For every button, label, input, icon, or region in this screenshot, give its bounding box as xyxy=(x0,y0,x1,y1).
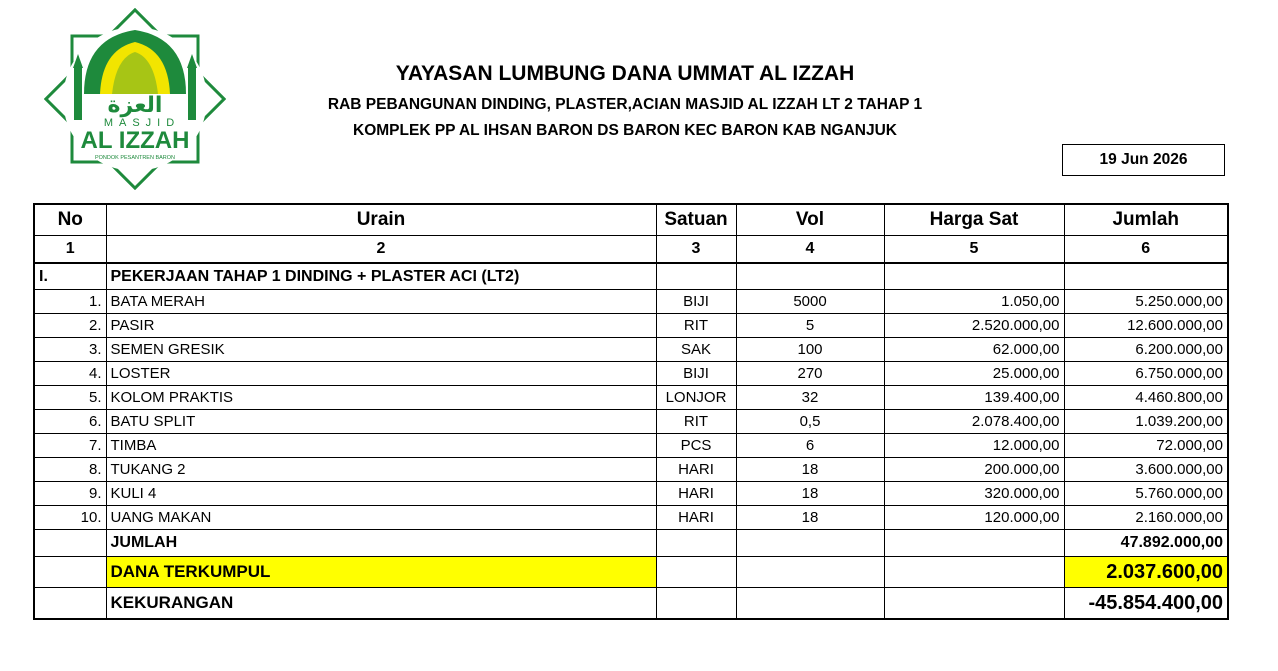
jumlah-row xyxy=(34,530,1228,557)
row-item: BATU SPLIT xyxy=(106,410,656,434)
row-vol: 100 xyxy=(736,338,884,362)
row-item: UANG MAKAN xyxy=(106,506,656,530)
row-vol: 18 xyxy=(736,482,884,506)
row-vol: 18 xyxy=(736,458,884,482)
row-total: 5.760.000,00 xyxy=(1064,482,1228,506)
row-item: LOSTER xyxy=(106,362,656,386)
row-item: TUKANG 2 xyxy=(106,458,656,482)
date-box: 19 Jun 2026 xyxy=(1062,144,1225,176)
row-vol: 6 xyxy=(736,434,884,458)
row-unit: BIJI xyxy=(656,290,736,314)
col-header-no: No xyxy=(34,204,106,236)
table-row xyxy=(34,506,1228,530)
row-total: 5.250.000,00 xyxy=(1064,290,1228,314)
row-unit: HARI xyxy=(656,458,736,482)
organization-title: YAYASAN LUMBUNG DANA UMMAT AL IZZAH xyxy=(395,62,855,85)
row-total: 1.039.200,00 xyxy=(1064,410,1228,434)
row-vol: 270 xyxy=(736,362,884,386)
kekurangan-label: KEKURANGAN xyxy=(106,588,656,620)
row-price: 120.000,00 xyxy=(884,506,1064,530)
col-number: 1 xyxy=(34,236,106,264)
row-total: 2.160.000,00 xyxy=(1064,506,1228,530)
col-header-jumlah: Jumlah xyxy=(1064,204,1228,236)
section-title: PEKERJAAN TAHAP 1 DINDING + PLASTER ACI (LT2) xyxy=(106,263,656,290)
table-row xyxy=(34,314,1228,338)
row-item: SEMEN GRESIK xyxy=(106,338,656,362)
row-total: 12.600.000,00 xyxy=(1064,314,1228,338)
table-row xyxy=(34,482,1228,506)
logo-name-word: AL IZZAH xyxy=(80,127,190,154)
col-header-satuan: Satuan xyxy=(656,204,736,236)
col-number: 4 xyxy=(736,236,884,264)
logo-masjid-word: MASJID xyxy=(103,117,181,129)
row-no: 4. xyxy=(34,362,106,386)
row-no: 3. xyxy=(34,338,106,362)
col-header-urain: Urain xyxy=(106,204,656,236)
row-price: 320.000,00 xyxy=(884,482,1064,506)
row-no: 5. xyxy=(34,386,106,410)
document-subtitle: RAB PEBANGUNAN DINDING, PLASTER,ACIAN MASJID AL IZZAH LT 2 TAHAP 1 xyxy=(327,96,923,113)
row-item: KOLOM PRAKTIS xyxy=(106,386,656,410)
dana-terkumpul-label: DANA TERKUMPUL xyxy=(106,557,656,588)
row-unit: BIJI xyxy=(656,362,736,386)
jumlah-label: JUMLAH xyxy=(106,530,656,557)
logo-subtitle: PONDOK PESANTREN BARON xyxy=(94,155,176,161)
kekurangan-row xyxy=(34,588,1228,620)
row-unit: LONJOR xyxy=(656,386,736,410)
row-price: 2.078.400,00 xyxy=(884,410,1064,434)
col-header-vol: Vol xyxy=(736,204,884,236)
row-no: 2. xyxy=(34,314,106,338)
row-total: 6.750.000,00 xyxy=(1064,362,1228,386)
row-price: 62.000,00 xyxy=(884,338,1064,362)
row-price: 2.520.000,00 xyxy=(884,314,1064,338)
row-unit: HARI xyxy=(656,506,736,530)
table-row xyxy=(34,338,1228,362)
document-address: KOMPLEK PP AL IHSAN BARON DS BARON KEC BARON KAB NGANJUK xyxy=(353,122,897,139)
jumlah-value: 47.892.000,00 xyxy=(1064,530,1228,557)
row-unit: SAK xyxy=(656,338,736,362)
row-unit: RIT xyxy=(656,314,736,338)
row-total: 3.600.000,00 xyxy=(1064,458,1228,482)
row-price: 200.000,00 xyxy=(884,458,1064,482)
row-vol: 18 xyxy=(736,506,884,530)
col-number: 5 xyxy=(884,236,1064,264)
row-vol: 5000 xyxy=(736,290,884,314)
table-row xyxy=(34,410,1228,434)
table-header-row xyxy=(34,204,1228,236)
col-number: 3 xyxy=(656,236,736,264)
kekurangan-value: -45.854.400,00 xyxy=(1064,588,1228,620)
row-unit: RIT xyxy=(656,410,736,434)
row-item: PASIR xyxy=(106,314,656,338)
dana-terkumpul-row xyxy=(34,557,1228,588)
row-total: 4.460.800,00 xyxy=(1064,386,1228,410)
row-vol: 32 xyxy=(736,386,884,410)
table-row xyxy=(34,434,1228,458)
section-number: I. xyxy=(34,263,106,290)
table-row xyxy=(34,290,1228,314)
row-price: 1.050,00 xyxy=(884,290,1064,314)
row-no: 8. xyxy=(34,458,106,482)
budget-table xyxy=(33,203,1229,620)
row-item: BATA MERAH xyxy=(106,290,656,314)
row-unit: PCS xyxy=(656,434,736,458)
row-item: KULI 4 xyxy=(106,482,656,506)
row-vol: 5 xyxy=(736,314,884,338)
table-row xyxy=(34,458,1228,482)
row-no: 6. xyxy=(34,410,106,434)
logo-arabic-text: العزة xyxy=(107,93,163,118)
row-price: 25.000,00 xyxy=(884,362,1064,386)
col-header-harga-sat: Harga Sat xyxy=(884,204,1064,236)
row-unit: HARI xyxy=(656,482,736,506)
row-price: 139.400,00 xyxy=(884,386,1064,410)
row-no: 1. xyxy=(34,290,106,314)
row-no: 7. xyxy=(34,434,106,458)
row-item: TIMBA xyxy=(106,434,656,458)
table-row xyxy=(34,386,1228,410)
column-number-row xyxy=(34,236,1228,264)
dana-terkumpul-value: 2.037.600,00 xyxy=(1064,557,1228,588)
row-vol: 0,5 xyxy=(736,410,884,434)
row-no: 9. xyxy=(34,482,106,506)
row-price: 12.000,00 xyxy=(884,434,1064,458)
row-total: 72.000,00 xyxy=(1064,434,1228,458)
row-no: 10. xyxy=(34,506,106,530)
row-total: 6.200.000,00 xyxy=(1064,338,1228,362)
col-number: 6 xyxy=(1064,236,1228,264)
table-row xyxy=(34,362,1228,386)
col-number: 2 xyxy=(106,236,656,264)
section-row xyxy=(34,263,1228,290)
